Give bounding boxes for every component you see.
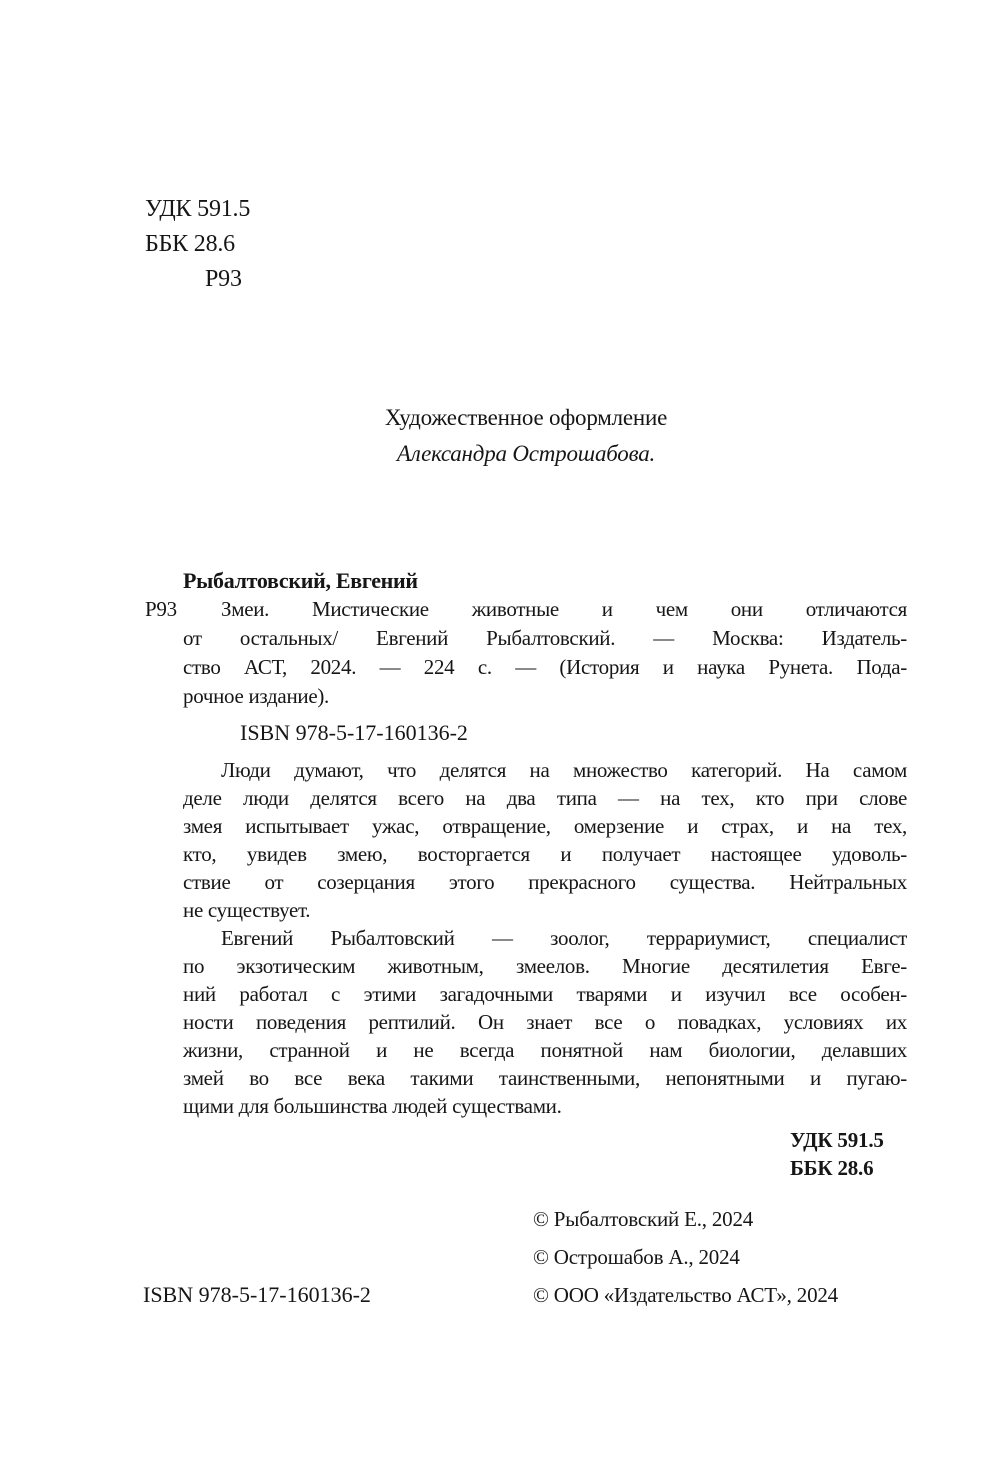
- bottom-classification-codes: [790, 1126, 884, 1182]
- bottom-udk-code: УДК 591.5: [790, 1128, 884, 1152]
- text-line: деле люди делятся всего на два типа — на тех, кто при слове: [183, 786, 907, 810]
- copyright-block: [533, 1200, 838, 1314]
- bottom-bbk-code: ББК 28.6: [790, 1156, 874, 1180]
- text-line: ствие от созерцания этого прекрасного существа. Нейтральных: [183, 870, 907, 894]
- text-line: ности поведения рептилий. Он знает все о повадках, условиях их: [183, 1010, 907, 1034]
- text-line: кто, увидев змею, восторгается и получает настоящее удоволь-: [183, 842, 907, 866]
- bbk-code: ББК 28.6: [145, 231, 235, 257]
- catalog-card: [145, 566, 907, 1120]
- text-line: змея испытывает ужас, отвращение, омерзение и страх, и на тех,: [183, 814, 907, 838]
- annotation-paragraph-2: [183, 924, 907, 1120]
- isbn-line: ISBN 978-5-17-160136-2: [240, 720, 468, 745]
- text-line: не существует.: [183, 898, 311, 922]
- text-line: ний работал с этими загадочными тварями и изучил все особен-: [183, 982, 907, 1006]
- text-line: Люди думают, что делятся на множество категорий. На самом: [221, 758, 907, 782]
- text-line: ство АСТ, 2024. — 224 с. — (История и наука Рунета. Пода-: [183, 655, 907, 679]
- annotation-paragraph-1: [183, 756, 907, 924]
- udk-code: УДК 591.5: [145, 196, 251, 222]
- design-credit: [145, 400, 907, 472]
- text-line: © Рыбалтовский Е., 2024: [533, 1207, 754, 1231]
- text-line: Евгений Рыбалтовский — зоолог, террариумист, специалист: [221, 926, 907, 950]
- text-line: щими для большинства людей существами.: [183, 1094, 562, 1118]
- text-line: от остальных/ Евгений Рыбалтовский. — Москва: Издатель-: [183, 626, 907, 650]
- designer-name: Александра Острошабова.: [396, 441, 656, 466]
- margin-author-sign: Р93: [145, 597, 177, 621]
- text-line: рочное издание).: [183, 684, 329, 708]
- text-line: змей во все века такими таинственными, непонятными и пугаю-: [183, 1066, 907, 1090]
- bibliographic-description: [183, 595, 907, 711]
- text-line: © Острошабов А., 2024: [533, 1245, 740, 1269]
- catalog-card-content: [183, 566, 907, 1120]
- text-line: © ООО «Издательство АСТ», 2024: [533, 1283, 838, 1307]
- design-credit-title: Художественное оформление: [384, 405, 668, 430]
- text-line: по экзотическим животным, змеелов. Многие десятилетия Евге-: [183, 954, 907, 978]
- bottom-isbn: ISBN 978-5-17-160136-2: [143, 1282, 371, 1307]
- top-classification-codes: [145, 192, 250, 297]
- author-sign-code: Р93: [205, 266, 242, 292]
- text-line: жизни, странной и не всегда понятной нам биологии, делавших: [183, 1038, 907, 1062]
- author-heading: Рыбалтовский, Евгений: [183, 568, 418, 593]
- text-line: Змеи. Мистические животные и чем они отличаются: [221, 597, 907, 621]
